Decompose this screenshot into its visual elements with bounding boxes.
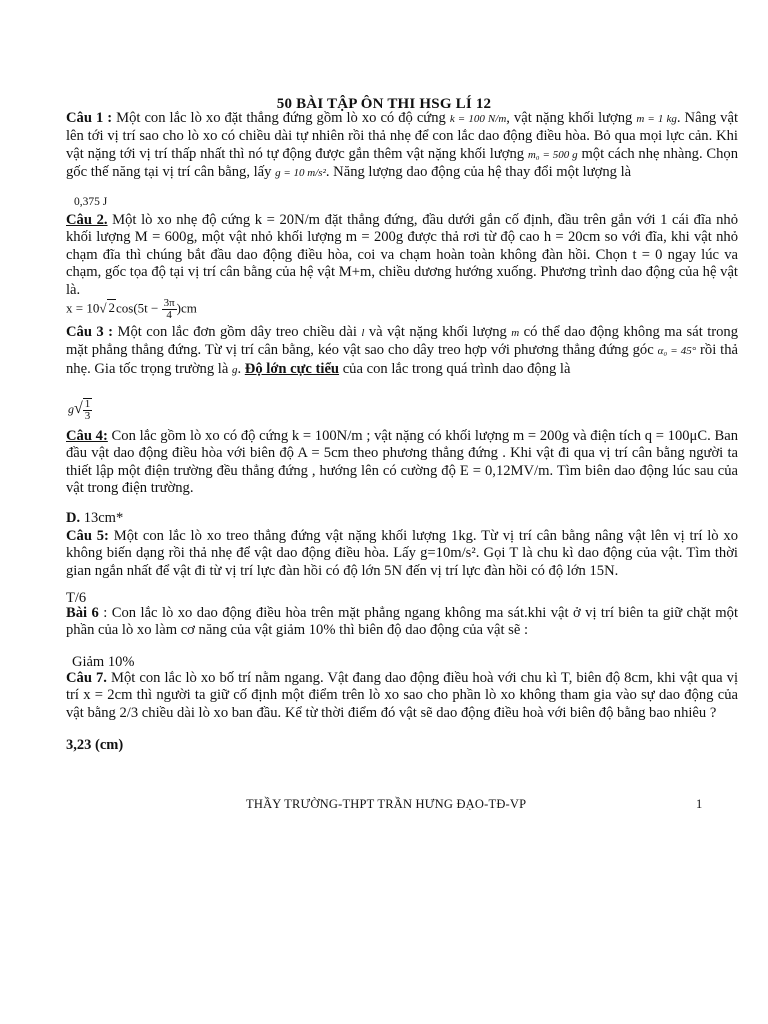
answer-radicand: 2: [108, 300, 115, 316]
question-1-formula: m = 1 kg: [636, 113, 677, 125]
question-1-answer: 0,375 J: [74, 196, 108, 208]
question-1-formula: k = 100 N/m: [449, 113, 507, 125]
question-4-text: Con lắc gồm lò xo có độ cứng k = 100N/m ; vật nặng có khối lượng m = 200g và điện tích q = 100μC. Ban đầu vật dao động điều hòa với biên độ A = 5cm theo phương thẳng đứng . Khi vật đi qua vị trí cân bằng người ta thiết lập một điện trường đều thẳng đứng , hướng lên có cường độ E = 0,12MV/m. Tìm biên dao động lúc sau của vật trong điện trường.: [66, 428, 738, 497]
question-3-text: rồi thả nhẹ. Gia tốc trọng trường là: [66, 342, 739, 377]
question-1-text: một cách nhẹ nhàng. Chọn gốc thế năng tại vị trí cân bằng, lấy: [66, 145, 739, 181]
document-title: 50 BÀI TẬP ÔN THI HSG LÍ 12: [276, 96, 492, 112]
answer-part: cos(5t −: [115, 300, 159, 316]
question-3-formula: g: [231, 363, 238, 376]
question-5-answer: T/6: [66, 590, 87, 606]
question-3-answer: g√ $\frac{1}{3}$: [68, 398, 91, 422]
answer-value: 13cm*: [83, 510, 124, 526]
question-1: [66, 110, 738, 183]
fraction-numerator: 3π: [163, 297, 175, 309]
question-3-text: .: [237, 360, 245, 377]
question-7-answer: 3,23 (cm): [66, 737, 124, 753]
question-3: [66, 324, 738, 379]
fraction-denominator: 4: [166, 309, 172, 321]
question-1-label: Câu 1 :: [66, 110, 113, 126]
question-1-text: , vật nặng khối lượng: [506, 110, 637, 126]
question-6-text: : Con lắc lò xo dao động điều hòa trên mặt phẳng ngang không ma sát.khi vật ở vị trí biên ta giữ chặt một phần của lò xo làm cơ năng của vật giảm 10% thì biên độ dao động của vật sẽ :: [66, 605, 739, 639]
question-1-formula: m₀ = 500 g: [527, 148, 578, 161]
question-6-label: Bài 6: [66, 605, 99, 621]
answer-part: x = 10: [66, 300, 100, 316]
answer-label: D.: [66, 510, 81, 526]
question-3-text: có thể dao động không ma sát trong mặt phẳng thẳng đứng. Từ vị trí cân bằng, kéo vật sao cho dây treo hợp với phương thẳng đứng góc: [66, 324, 738, 359]
question-1-text: Một con lắc lò xo đặt thẳng đứng gồm lò xo có độ cứng: [112, 110, 450, 126]
question-3-text: Một con lắc đơn gồm dây treo chiều dài: [113, 324, 362, 340]
question-3-text: của con lắc trong quá trình dao động là: [339, 360, 571, 377]
question-5-text: Một con lắc lò xo treo thẳng đứng vật nặng khối lượng 1kg. Từ vị trí cân bằng nâng vật lên vị trí lò xo không biến dạng rồi thả nhẹ để vật dao động điều hòa. Lấy g=10m/s². Gọi T là chu kì dao động của vật. Tìm thời gian ngắn nhất để vật đi từ vị trí lực đàn hồi có độ lớn 5N đến vị trí lực đàn hồi có độ lớn 15N.: [66, 528, 738, 579]
question-2-label: Câu 2.: [66, 212, 108, 228]
question-1-text: . Nâng vật lên tới vị trí sao cho lò xo có chiều dài tự nhiên rồi thả nhẹ để con lắc dao động điều hòa. Bỏ qua mọi lực cản. Khi vật nặng tới vị trí thấp nhất thì nó tự động được gắn thêm vật nặng khối lượng: [66, 110, 738, 162]
question-7-label: Câu 7.: [66, 670, 107, 686]
question-1-formula: g = 10 m/s²: [275, 167, 326, 180]
question-2-text: Một lò xo nhẹ độ cứng k = 20N/m đặt thẳng đứng, đầu dưới gắn cố định, đầu trên gắn với 1 cái đĩa nhỏ khối lượng M = 600g, một vật nhỏ khối lượng m = 200g được thả rơi từ độ cao h = 20cm so với đĩa, khi vật nhỏ chạm đĩa thì chúng bắt đầu dao động điều hòa, coi va chạm hoàn toàn không đàn hồi. Chọn t = 0 ngay lúc va chạm, gốc tọa độ tại vị trí cân bằng của hệ vật M+m, chiều dương hướng xuống. Phương trình dao động của hệ vật là.: [66, 212, 738, 298]
page-number: 1: [696, 797, 703, 811]
question-5-label: Câu 5:: [66, 528, 109, 544]
question-3-formula: m: [511, 327, 520, 339]
question-3-text: và vật nặng khối lượng: [364, 324, 512, 340]
answer-fraction: [162, 298, 177, 321]
question-5: [66, 528, 738, 580]
answer-fraction: [83, 398, 93, 422]
fraction-denominator: 3: [84, 410, 91, 422]
question-2-answer: x = 10√ 2cos(5t − $\frac{3\pi}{4}$ )cm: [66, 297, 197, 321]
question-4-answer: [66, 510, 123, 527]
question-3-emphasis: Độ lớn cực tiểu: [244, 360, 340, 377]
answer-part: )cm: [176, 300, 197, 316]
question-6-answer: Giảm 10%: [72, 654, 135, 670]
answer-part: g: [68, 401, 74, 416]
question-7-text: Một con lắc lò xo bố trí nằm ngang. Vật đang dao động điều hoà với chu kì T, biên độ 8cm, khi vật qua vị trí x = 2cm thì người ta giữ cố định một điểm trên lò xo sao cho phần lò xo không tham gia vào sự dao động của vật bằng 2/3 chiều dài lò xo ban đầu. Kể từ thời điểm đó vật sẽ dao động điều hoà với biên độ bằng bao nhiêu ?: [66, 670, 738, 721]
question-1-text: . Năng lượng dao động của hệ thay đổi một lượng là: [325, 164, 632, 181]
fraction-numerator: 1: [84, 398, 91, 410]
question-3-formula: α₀ = 45°: [657, 345, 697, 358]
footer-author: THẦY TRƯỜNG-THPT TRẦN HƯNG ĐẠO-TĐ-VP: [246, 797, 527, 811]
question-7: [66, 670, 738, 722]
question-2: [66, 212, 738, 299]
question-3-formula: l: [361, 327, 365, 339]
question-6: [66, 605, 738, 640]
question-4-label: Câu 4:: [66, 428, 108, 444]
question-4: [66, 428, 738, 498]
question-3-label: Câu 3 :: [66, 324, 114, 340]
